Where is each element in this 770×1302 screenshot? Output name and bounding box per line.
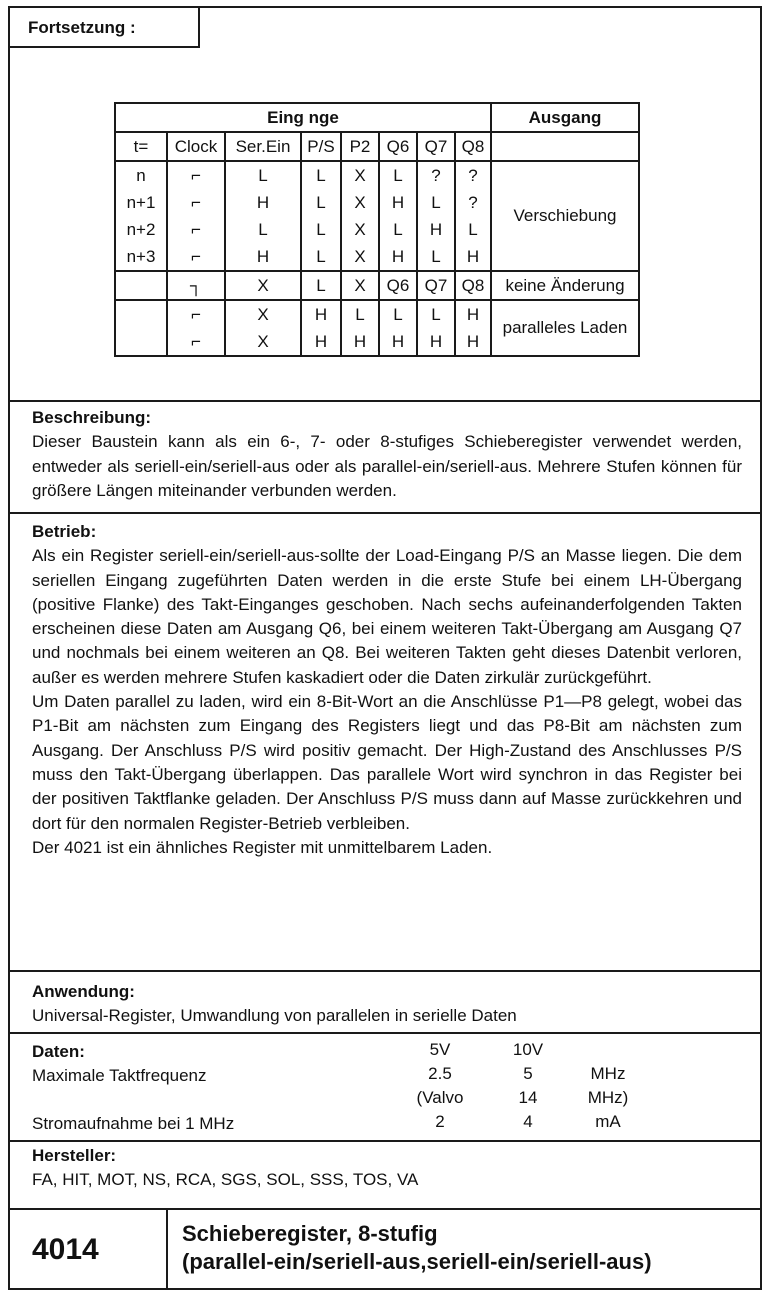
output-cell: paralleles Laden [491, 300, 639, 356]
divider [10, 970, 760, 972]
col-header-ps-label: P/S [307, 136, 335, 156]
operation-paragraph: Um Daten parallel zu laden, wird ein 8-Bit-Wort an die Anschlüsse P1—P8 gelegt, wobei das P1-Bit am nächsten zum Eingang des Registers liegt und das P8-Bit am nächsten zum Ausgang. Der Anschluss P/S wird positiv gemacht. Der High-Zustand des Anschlusses P/S muss den Takt-Übergang überlappen. Das parallele Wort wird synchron in das Register bei der positiven Taktflanke geladen. Der Anschluss P/S muss dann auf Masse zurückkehren und dort für den normalen Register-Betrieb verbleiben. [32, 692, 742, 833]
table-cell: Q7 [417, 271, 455, 300]
divider [10, 1140, 760, 1142]
rising-edge-icon: ⌐ [191, 165, 201, 185]
data-value: 2.5 [428, 1064, 452, 1083]
table-cell: L [417, 189, 455, 216]
data-label-current: Stromaufnahme bei 1 MHz [32, 1114, 235, 1133]
operation-paragraph: Der 4021 ist ein ähnliches Register mit unmittelbarem Laden. [32, 837, 493, 857]
manufacturer-title: Hersteller: [32, 1146, 117, 1165]
data-value: 14 [518, 1088, 538, 1107]
table-cell: L [417, 300, 455, 328]
table-cell: ? [417, 161, 455, 189]
table-cell: H [225, 243, 301, 271]
data-value: 5 [523, 1064, 533, 1083]
table-cell: L [301, 216, 341, 243]
table-cell: H [417, 216, 455, 243]
clock-cell [167, 271, 225, 300]
part-number: 4014 [10, 1210, 168, 1290]
table-cell: X [341, 161, 379, 189]
data-title: Daten: [32, 1042, 85, 1061]
table-cell: Q8 [455, 271, 491, 300]
part-title-line: (parallel-ein/seriell-aus,seriell-ein/seriell-aus) [182, 1249, 652, 1274]
table-cell: H [379, 328, 417, 356]
application-title: Anwendung: [32, 982, 135, 1001]
rising-edge-icon: ⌐ [191, 304, 201, 324]
table-cell: X [341, 216, 379, 243]
table-cell: L [417, 243, 455, 271]
table-cell: L [301, 271, 341, 300]
data-value: 4 [523, 1112, 533, 1131]
table-cell: L [379, 216, 417, 243]
description-title: Beschreibung: [32, 408, 152, 427]
table-cell: L [301, 189, 341, 216]
clock-cell [167, 328, 225, 356]
description-text: Dieser Baustein kann als ein 6-, 7- oder 8-stufiges Schieberegister verwendet werden, entweder als seriell-ein/seriell-aus oder als parallel-ein/seriell-aus. Mehrere Stufen können für größere Längen miteinander verbunden werden. [32, 432, 742, 500]
divider [10, 400, 760, 402]
table-cell: n+1 [115, 189, 167, 216]
application-section [32, 980, 742, 1029]
table-cell: H [301, 300, 341, 328]
continuation-label: Fortsetzung : [10, 8, 200, 48]
col-header-empty [491, 132, 639, 161]
table-cell: L [225, 161, 301, 189]
operation-title: Betrieb: [32, 522, 97, 541]
data-unit: MHz [590, 1064, 626, 1083]
table-cell: n+2 [115, 216, 167, 243]
divider [10, 512, 760, 514]
table-cell: H [455, 243, 491, 271]
clock-cell [167, 189, 225, 216]
table-cell: ? [455, 189, 491, 216]
clock-cell [167, 243, 225, 271]
col-header: Q8 [455, 132, 491, 161]
rising-edge-icon: ⌐ [191, 246, 201, 266]
table-cell: H [455, 300, 491, 328]
output-cell: Verschiebung [491, 161, 639, 271]
table-cell: L [341, 300, 379, 328]
table-cell: L [379, 300, 417, 328]
table-cell: H [301, 328, 341, 356]
part-title-line: Schieberegister, 8-stufig [182, 1221, 438, 1246]
clock-cell [167, 300, 225, 328]
table-cell: L [455, 216, 491, 243]
col-header: Clock [167, 132, 225, 161]
description-section [32, 406, 742, 503]
falling-edge-icon: ┐ [189, 275, 203, 295]
truth-table [114, 102, 640, 357]
table-cell: H [455, 328, 491, 356]
table-cell: L [225, 216, 301, 243]
table-cell: L [379, 161, 417, 189]
table-cell: H [225, 189, 301, 216]
table-cell: n [115, 161, 167, 189]
application-text: Universal-Register, Umwandlung von parallelen in serielle Daten [32, 1006, 517, 1026]
clock-cell [167, 216, 225, 243]
table-cell: H [379, 189, 417, 216]
table-cell: X [341, 271, 379, 300]
output-cell: keine Änderung [491, 271, 639, 300]
table-cell: n+3 [115, 243, 167, 271]
table-cell: Q6 [379, 271, 417, 300]
col-header: Q7 [417, 132, 455, 161]
data-unit: MHz) [587, 1088, 629, 1107]
table-cell: X [225, 271, 301, 300]
data-col-5v: 5V [429, 1040, 451, 1059]
data-col-10v: 10V [512, 1040, 544, 1059]
inputs-header: Eing nge [115, 103, 491, 132]
data-value: (Valvo [416, 1088, 464, 1107]
col-header: P2 [341, 132, 379, 161]
col-header-ps [301, 132, 341, 161]
divider [10, 1032, 760, 1034]
table-cell: X [225, 300, 301, 328]
data-value: 2 [435, 1112, 445, 1131]
datasheet-page [8, 6, 762, 1290]
table-cell [115, 271, 167, 300]
rising-edge-icon: ⌐ [191, 331, 201, 351]
operation-section [32, 520, 742, 860]
operation-paragraph: Als ein Register seriell-ein/seriell-aus-sollte der Load-Eingang P/S an Masse liegen. Die dem seriellen Eingang zugeführten Daten werden in die erste Stufe bei einem LH-Übergang (positive Flanke) des Takt-Einganges geschoben. Nach sechs aufeinanderfolgenden Takten erscheinen diese Daten am Ausgang Q6, bei einem weiteren Takt-Übergang am Ausgang Q7 und nochmals bei einem weiteren an Q8. Bei weiteren Takten geht dieses Datenbit verloren, außer es werden mehrere Stufen kaskadiert oder die Daten zirkulär zurückgeführt. [32, 546, 742, 687]
table-cell [115, 300, 167, 356]
clock-cell [167, 161, 225, 189]
table-cell: L [301, 161, 341, 189]
part-title [182, 1220, 652, 1276]
table-cell: X [341, 243, 379, 271]
manufacturer-text: FA, HIT, MOT, NS, RCA, SGS, SOL, SSS, TOS, VA [32, 1170, 419, 1190]
table-cell: H [341, 328, 379, 356]
data-unit: mA [595, 1112, 621, 1131]
rising-edge-icon: ⌐ [191, 192, 201, 212]
col-header: t= [115, 132, 167, 161]
table-cell: H [417, 328, 455, 356]
output-header: Ausgang [491, 103, 639, 132]
rising-edge-icon: ⌐ [191, 219, 201, 239]
table-cell: L [301, 243, 341, 271]
data-label-clock: Maximale Taktfrequenz [32, 1066, 207, 1085]
col-header: Ser.Ein [225, 132, 301, 161]
table-cell: X [225, 328, 301, 356]
table-cell: X [341, 189, 379, 216]
table-cell: ? [455, 161, 491, 189]
col-header: Q6 [379, 132, 417, 161]
table-cell: H [379, 243, 417, 271]
manufacturer-section [32, 1144, 742, 1193]
